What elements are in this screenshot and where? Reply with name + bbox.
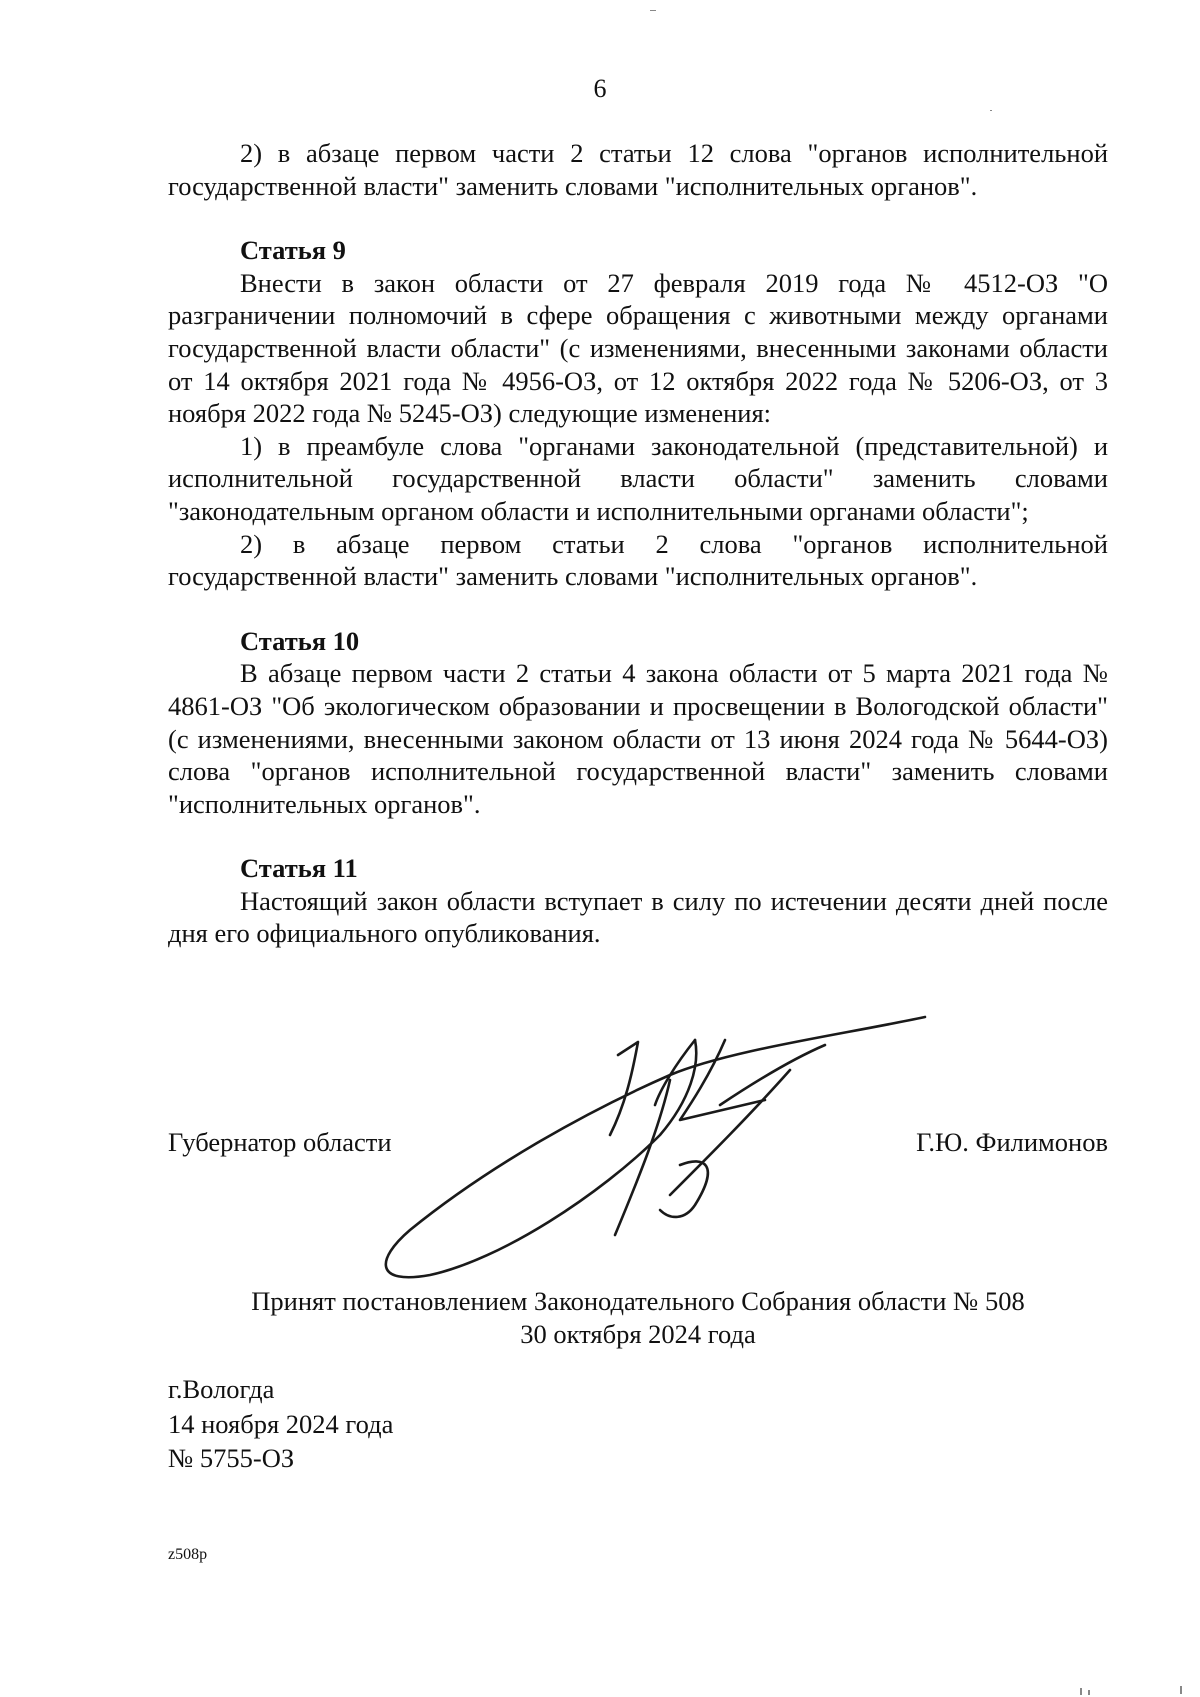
adoption-note — [0, 1285, 1200, 1351]
article8-item2: 2) в абзаце первом части 2 статьи 12 слова "органов исполнительной государственной власти" заменить словами "исполнительных органов". — [168, 138, 1108, 201]
adoption-date: 30 октября 2024 года — [520, 1319, 756, 1349]
page-number: 6 — [593, 74, 607, 103]
law-number: № 5755-ОЗ — [168, 1443, 295, 1473]
article9-text: Внести в закон области от 27 февраля 2019 года № 4512-ОЗ "О разграничении полномочий в сфере обращения с животными между органами государственной власти области" (с изменениями, внесенными законами области от 14 октября 2021 года № 4956-ОЗ, от 12 октября 2022 года № 5206-ОЗ, от 3 ноября 2022 года № 5245-ОЗ) следующие изменения: — [168, 267, 1108, 429]
signatory-position: Губернатор области — [168, 1127, 392, 1157]
article9-item2: 2) в абзаце первом статьи 2 слова "органов исполнительной государственной власти" заменить словами "исполнительных органов". — [168, 528, 1108, 592]
signatory-name: Г.Ю. Филимонов — [916, 1127, 1108, 1157]
article11-heading: Статья 11 — [240, 853, 358, 884]
article10-heading: Статья 10 — [240, 625, 360, 656]
article10-text: В абзаце первом части 2 статьи 4 закона области от 5 марта 2021 года № 4861-ОЗ "Об экологическом образовании и просвещении в Вологодской области" (с изменениями, внесенными законом области от 13 июня 2024 года № 5644-ОЗ) слова "органов исполнительной государственной власти" заменить словами "исполнительных органов". — [168, 658, 1108, 819]
handwritten-signature — [370, 1005, 930, 1285]
document-code: z508p — [168, 1546, 208, 1563]
scan-artifact — [990, 110, 992, 111]
article9-heading: Статья 9 — [240, 235, 346, 266]
article9-item1: 1) в преамбуле слова "органами законодательной (представительной) и исполнительной государственной власти области" заменить словами "законодательным органом области и исполнительными органами области"; — [168, 430, 1108, 526]
document-body — [168, 137, 1108, 950]
scan-artifact — [1088, 1690, 1090, 1695]
scan-artifact — [650, 10, 656, 11]
law-date: 14 ноября 2024 года — [168, 1408, 394, 1439]
city: г.Вологда — [168, 1374, 275, 1404]
scan-artifact — [1180, 1686, 1182, 1694]
law-details — [168, 1372, 393, 1476]
article11-text: Настоящий закон области вступает в силу по истечении десяти дней после дня его официального опубликования. — [168, 885, 1108, 949]
scan-artifact — [1080, 1688, 1082, 1695]
adoption-line1: Принят постановлением Законодательного Собрания области № 508 — [251, 1286, 1025, 1316]
